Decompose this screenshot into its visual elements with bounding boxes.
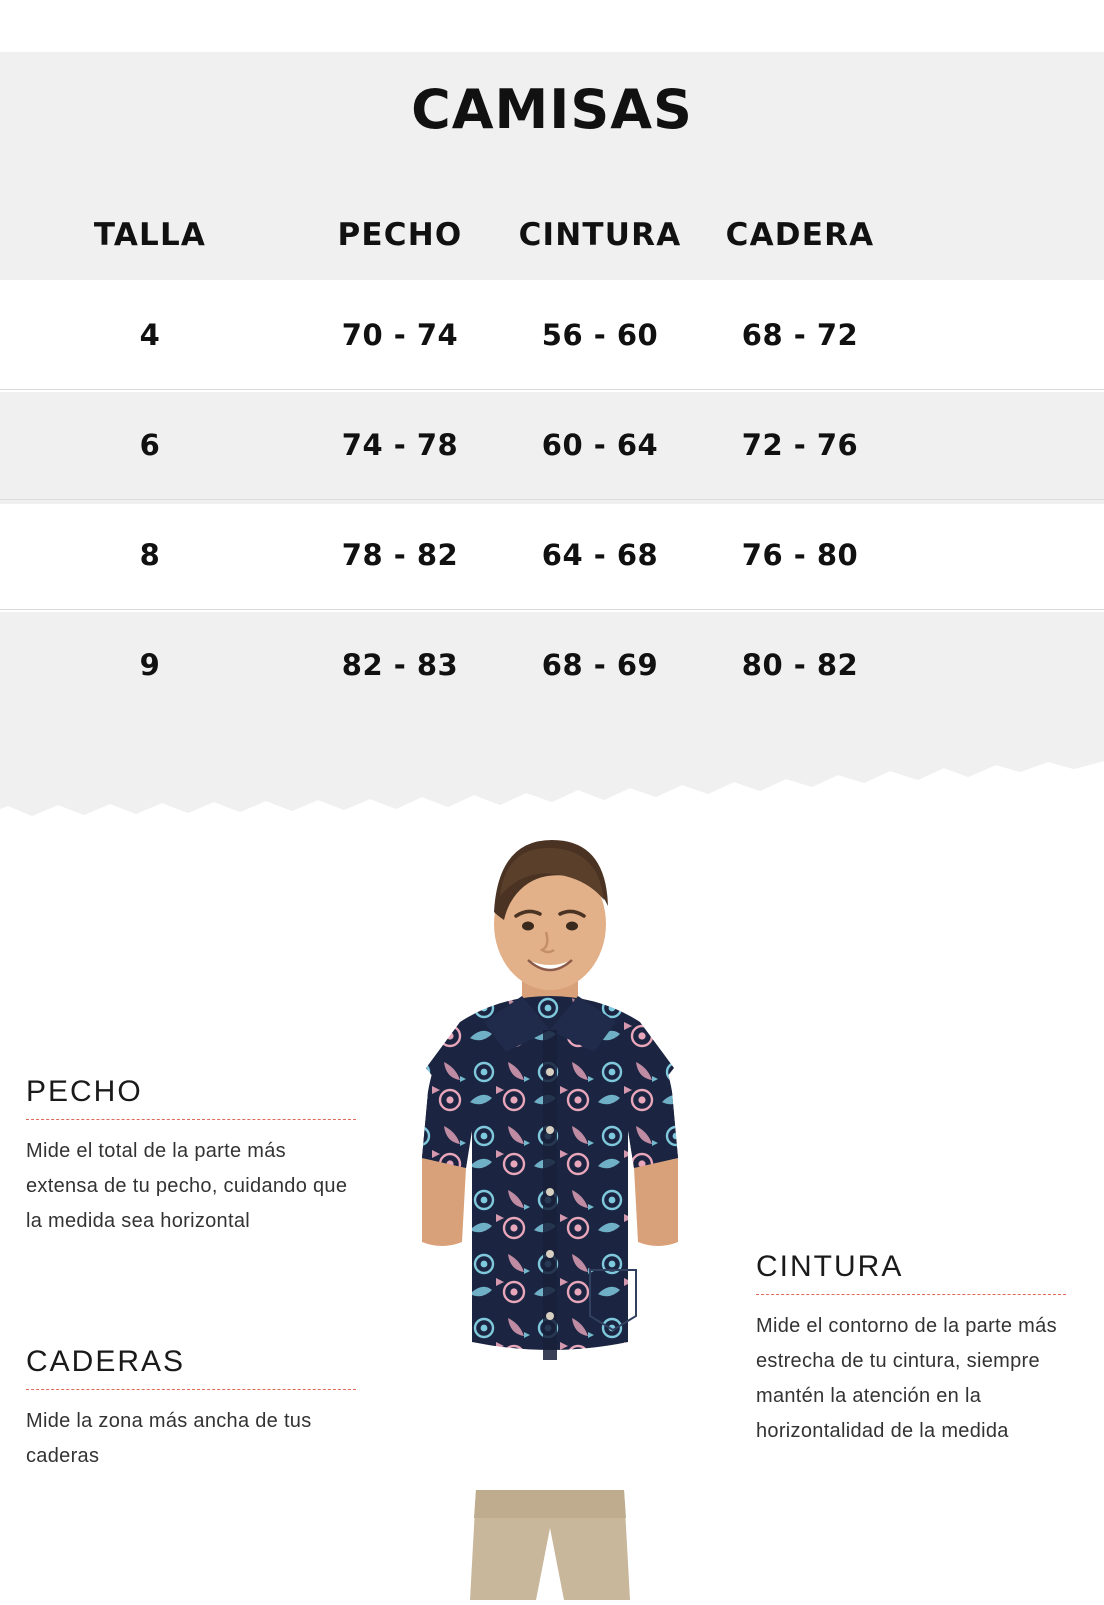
callout-cintura (756, 1250, 1066, 1449)
callout-cintura-heading: CINTURA (756, 1250, 904, 1283)
callout-pecho-heading: PECHO (26, 1075, 143, 1108)
size-table-section (0, 0, 1104, 760)
callout-cintura-rule (756, 1294, 1066, 1295)
callout-cintura-text: Mide el contorno de la parte más estrecha de tu cintura, siempre mantén la atención en la horizontalidad de la medida (756, 1315, 1057, 1442)
callout-caderas-text: Mide la zona más ancha de tus caderas (26, 1410, 312, 1467)
callout-pecho-text: Mide el total de la parte más extensa de tu pecho, cuidando que la medida sea horizontal (26, 1140, 348, 1232)
table-row (0, 500, 1104, 610)
column-header-cadera: CADERA (725, 217, 875, 253)
cell-cadera: 76 - 80 (741, 538, 859, 572)
cell-talla: 6 (139, 428, 161, 462)
page-title: CAMISAS (411, 78, 693, 141)
cell-cintura: 60 - 64 (541, 428, 659, 462)
cell-cadera: 72 - 76 (741, 428, 859, 462)
callout-pecho-rule (26, 1119, 356, 1120)
callout-pecho (26, 1075, 356, 1239)
cell-pecho: 78 - 82 (341, 538, 459, 572)
table-row (0, 610, 1104, 720)
cell-talla: 4 (139, 318, 161, 352)
cell-cintura: 64 - 68 (541, 538, 659, 572)
boy-model-illustration (340, 800, 760, 1600)
table-header-row (0, 190, 1104, 280)
size-table (0, 190, 1104, 720)
cell-cadera: 68 - 72 (741, 318, 859, 352)
cell-pecho: 82 - 83 (341, 648, 459, 682)
column-header-pecho: PECHO (337, 217, 463, 253)
cell-cadera: 80 - 82 (741, 648, 859, 682)
cell-cintura: 68 - 69 (541, 648, 659, 682)
column-header-cintura: CINTURA (518, 217, 682, 253)
column-header-talla: TALLA (93, 217, 207, 253)
table-row (0, 390, 1104, 500)
cell-talla: 9 (139, 648, 161, 682)
callout-caderas-heading: CADERAS (26, 1345, 186, 1378)
callout-caderas (26, 1345, 356, 1474)
cell-pecho: 74 - 78 (341, 428, 459, 462)
cell-cintura: 56 - 60 (541, 318, 659, 352)
callout-caderas-rule (26, 1389, 356, 1390)
product-photo (340, 800, 760, 1600)
cell-pecho: 70 - 74 (341, 318, 459, 352)
table-row (0, 280, 1104, 390)
cell-talla: 8 (139, 538, 161, 572)
